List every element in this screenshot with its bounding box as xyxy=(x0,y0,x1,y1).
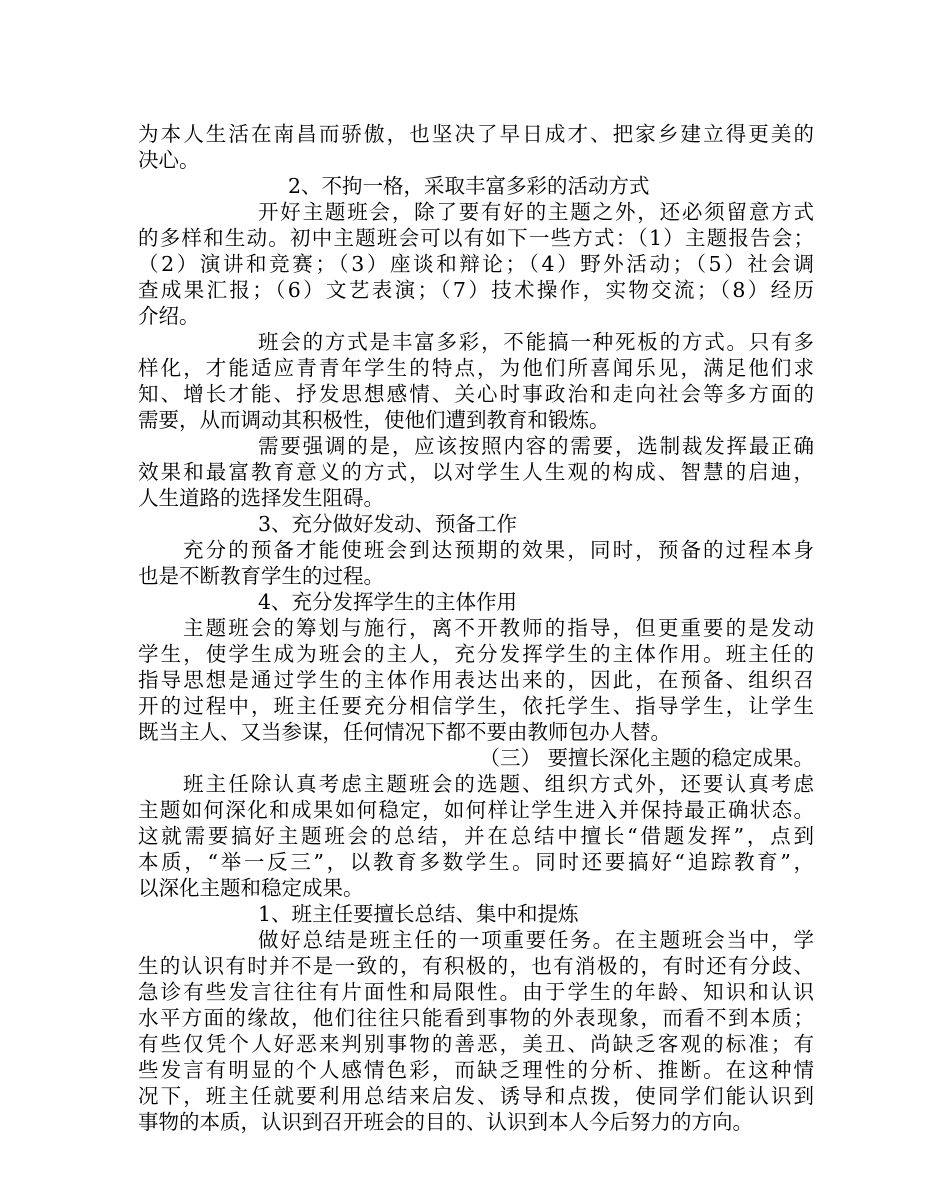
text-line: 学生，使学生成为班会的主人，充分发挥学生的主体作用。班主任的 xyxy=(138,642,814,666)
text-line: 生的认识有时并不是一致的，有积极的，也有消极的，有时还有分歧、 xyxy=(138,954,814,978)
text-line: 有些仅凭个人好恶来判别事物的善恶，美丑、尚缺乏客观的标准；有 xyxy=(138,1032,814,1056)
text-line: 决心。 xyxy=(138,148,200,172)
text-line: 为本人生活在南昌而骄傲，也坚决了早日成才、把家乡建立得更美的 xyxy=(138,122,814,146)
text-line: 班主任除认真考虑主题班会的选题、组织方式外，还要认真考虑 xyxy=(183,772,814,796)
text-line: 这就需要搞好主题班会的总结，并在总结中擅长“借题发挥”，点到 xyxy=(138,824,814,848)
text-line: 事物的本质，认识到召开班会的目的、认识到本人今后努力的方向。 xyxy=(138,1110,753,1134)
text-line: 做好总结是班主任的一项重要任务。在主题班会当中，学 xyxy=(258,928,814,952)
text-line: 主题班会的筹划与施行，离不开教师的指导，但更重要的是发动 xyxy=(183,616,814,640)
text-line: 水平方面的缘故，他们往往只能看到事物的外表现象，而看不到本质； xyxy=(138,1006,814,1030)
section-heading: 2、不拘一格，采取丰富多彩的活动方式 xyxy=(288,174,650,198)
section-heading: 3、充分做好发动、预备工作 xyxy=(258,512,518,536)
body-text xyxy=(138,121,814,1135)
text-line: 查成果汇报；（6）文艺表演；（7）技术操作，实物交流；（8）经历 xyxy=(138,278,814,302)
section-heading: 4、充分发挥学生的主体作用 xyxy=(258,590,518,614)
text-line: 介绍。 xyxy=(138,304,200,328)
text-line: 开好主题班会，除了要有好的主题之外，还必须留意方式 xyxy=(258,200,814,224)
text-line: 知、增长才能、抒发思想感情、关心时事政治和走向社会等多方面的 xyxy=(138,382,814,406)
text-line: 既当主人、又当参谋，任何情况下都不要由教师包办人替。 xyxy=(138,720,671,744)
text-line: 效果和最富教育意义的方式，以对学生人生观的构成、智慧的启迪， xyxy=(138,460,814,484)
text-line: 以深化主题和稳定成果。 xyxy=(138,876,364,900)
text-line: 班会的方式是丰富多彩，不能搞一种死板的方式。只有多 xyxy=(258,330,814,354)
text-line: 主题如何深化和成果如何稳定，如何样让学生进入并保持最正确状态。 xyxy=(138,798,814,822)
text-line: 况下，班主任就要利用总结来启发、诱导和点拨，使同学们能认识到 xyxy=(138,1084,814,1108)
text-line: 些发言有明显的个人感情色彩，而缺乏理性的分析、推断。在这种情 xyxy=(138,1058,814,1082)
text-line: 样化，才能适应青青年学生的特点，为他们所喜闻乐见，满足他们求 xyxy=(138,356,814,380)
text-line: 需要强调的是，应该按照内容的需要，选制裁发挥最正确 xyxy=(258,434,814,458)
text-line: （2）演讲和竞赛；（3）座谈和辩论；（4）野外活动；（5）社会调 xyxy=(138,252,814,276)
text-line: 也是不断教育学生的过程。 xyxy=(138,564,384,588)
text-line: 指导思想是通过学生的主体作用表达出来的，因此，在预备、组织召 xyxy=(138,668,814,692)
section-heading: （三） 要擅长深化主题的稳定成果。 xyxy=(479,746,814,770)
text-line: 本质，“举一反三”，以教育多数学生。同时还要搞好“追踪教育”， xyxy=(138,850,814,874)
text-line: 开的过程中，班主任要充分相信学生，依托学生、指导学生，让学生 xyxy=(138,694,814,718)
text-line: 需要，从而调动其积极性，使他们遭到教育和锻炼。 xyxy=(138,408,610,432)
text-line: 的多样和生动。初中主题班会可以有如下一些方式：（1）主题报告会； xyxy=(138,226,814,250)
text-line: 急诊有些发言往往有片面性和局限性。由于学生的年龄、知识和认识 xyxy=(138,980,814,1004)
text-line: 充分的预备才能使班会到达预期的效果，同时，预备的过程本身 xyxy=(183,538,814,562)
section-heading: 1、班主任要擅长总结、集中和提炼 xyxy=(258,902,579,926)
text-line: 人生道路的选择发生阻碍。 xyxy=(138,486,384,510)
